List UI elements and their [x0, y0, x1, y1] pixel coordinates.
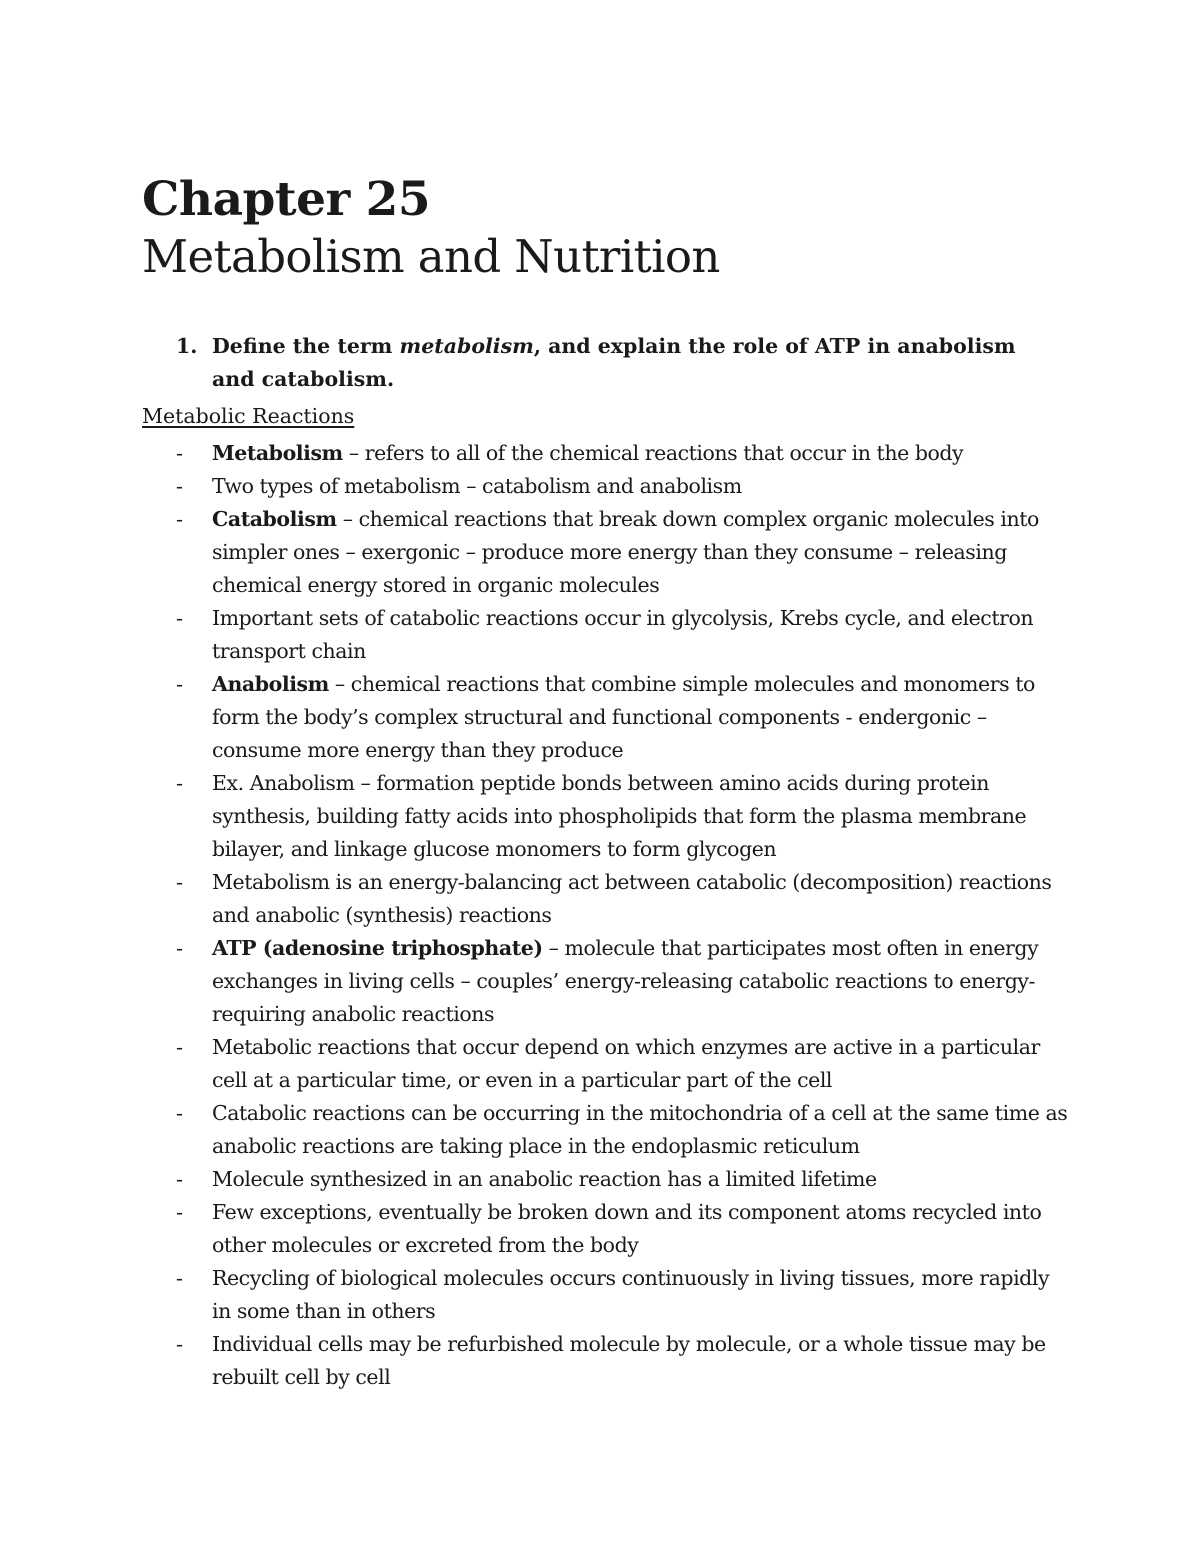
list-item	[142, 437, 1072, 470]
dash-bullet: -	[176, 1035, 183, 1059]
list-item	[142, 1097, 1072, 1163]
list-item	[142, 932, 1072, 1031]
bullet-term: Catabolism	[212, 507, 337, 531]
dash-bullet: -	[176, 441, 183, 465]
bullet-term: Metabolism	[212, 441, 343, 465]
objective-text-start: Define the term	[212, 334, 400, 358]
list-item	[142, 470, 1072, 503]
objective-text-end: , and explain the role of ATP in anabolism and catabolism.	[212, 334, 1016, 391]
dash-bullet: -	[176, 771, 183, 795]
list-item	[142, 668, 1072, 767]
bullet-text: Important sets of catabolic reactions occur in glycolysis, Krebs cycle, and electron transport chain	[212, 606, 1034, 663]
section-heading: Metabolic Reactions	[142, 404, 355, 428]
bullet-text: Molecule synthesized in an anabolic reaction has a limited lifetime	[212, 1167, 877, 1191]
dash-bullet: -	[176, 1332, 183, 1356]
bullet-term: ATP (adenosine triphosphate)	[212, 936, 543, 960]
list-item	[142, 1196, 1072, 1262]
bullet-text: Few exceptions, eventually be broken down and its component atoms recycled into other molecules or excreted from the body	[212, 1200, 1042, 1257]
bullet-text: Ex. Anabolism – formation peptide bonds between amino acids during protein synthesis, building fatty acids into phospholipids that form the plasma membrane bilayer, and linkage glucose monomers to form glycogen	[212, 771, 1027, 861]
objective-number: 1.	[176, 334, 198, 358]
list-item	[142, 1262, 1072, 1328]
bullet-text: Metabolic reactions that occur depend on which enzymes are active in a particular cell at a particular time, or even in a particular part of the cell	[212, 1035, 1040, 1092]
dash-bullet: -	[176, 474, 183, 498]
objective-text	[212, 330, 1032, 396]
dash-bullet: -	[176, 606, 183, 630]
list-item	[142, 866, 1072, 932]
bullet-text: Individual cells may be refurbished molecule by molecule, or a whole tissue may be rebuilt cell by cell	[212, 1332, 1046, 1389]
dash-bullet: -	[176, 870, 183, 894]
chapter-subtitle: Metabolism and Nutrition	[142, 230, 720, 283]
bullet-text: Catabolic reactions can be occurring in the mitochondria of a cell at the same time as anabolic reactions are taking place in the endoplasmic reticulum	[212, 1101, 1068, 1158]
dash-bullet: -	[176, 507, 183, 531]
list-item	[142, 602, 1072, 668]
bullet-text: Metabolism is an energy-balancing act between catabolic (decomposition) reactions and anabolic (synthesis) reactions	[212, 870, 1052, 927]
dash-bullet: -	[176, 1266, 183, 1290]
list-item	[142, 767, 1072, 866]
bullet-text: – chemical reactions that break down complex organic molecules into simpler ones – exergonic – produce more energy than they consume – releasing chemical energy stored in organic molecules	[212, 507, 1039, 597]
bullet-term: Anabolism	[212, 672, 329, 696]
list-item	[142, 1031, 1072, 1097]
bullet-text: Recycling of biological molecules occurs continuously in living tissues, more rapidly in some than in others	[212, 1266, 1050, 1323]
dash-bullet: -	[176, 1200, 183, 1224]
list-item	[142, 1328, 1072, 1394]
bullet-text: – chemical reactions that combine simple molecules and monomers to form the body’s complex structural and functional components - endergonic – consume more energy than they produce	[212, 672, 1035, 762]
dash-bullet: -	[176, 1167, 183, 1191]
chapter-title: Chapter 25	[142, 172, 431, 227]
dash-bullet: -	[176, 936, 183, 960]
bullet-list	[142, 437, 1072, 1394]
bullet-text: – refers to all of the chemical reactions that occur in the body	[342, 441, 964, 465]
bullet-text: – molecule that participates most often in energy exchanges in living cells – couples’ energy-releasing catabolic reactions to energy-requiring anabolic reactions	[212, 936, 1039, 1026]
bullet-text: Two types of metabolism – catabolism and anabolism	[212, 474, 742, 498]
dash-bullet: -	[176, 1101, 183, 1125]
list-item	[142, 503, 1072, 602]
objective-term: metabolism	[399, 334, 534, 358]
list-item	[142, 1163, 1072, 1196]
dash-bullet: -	[176, 672, 183, 696]
